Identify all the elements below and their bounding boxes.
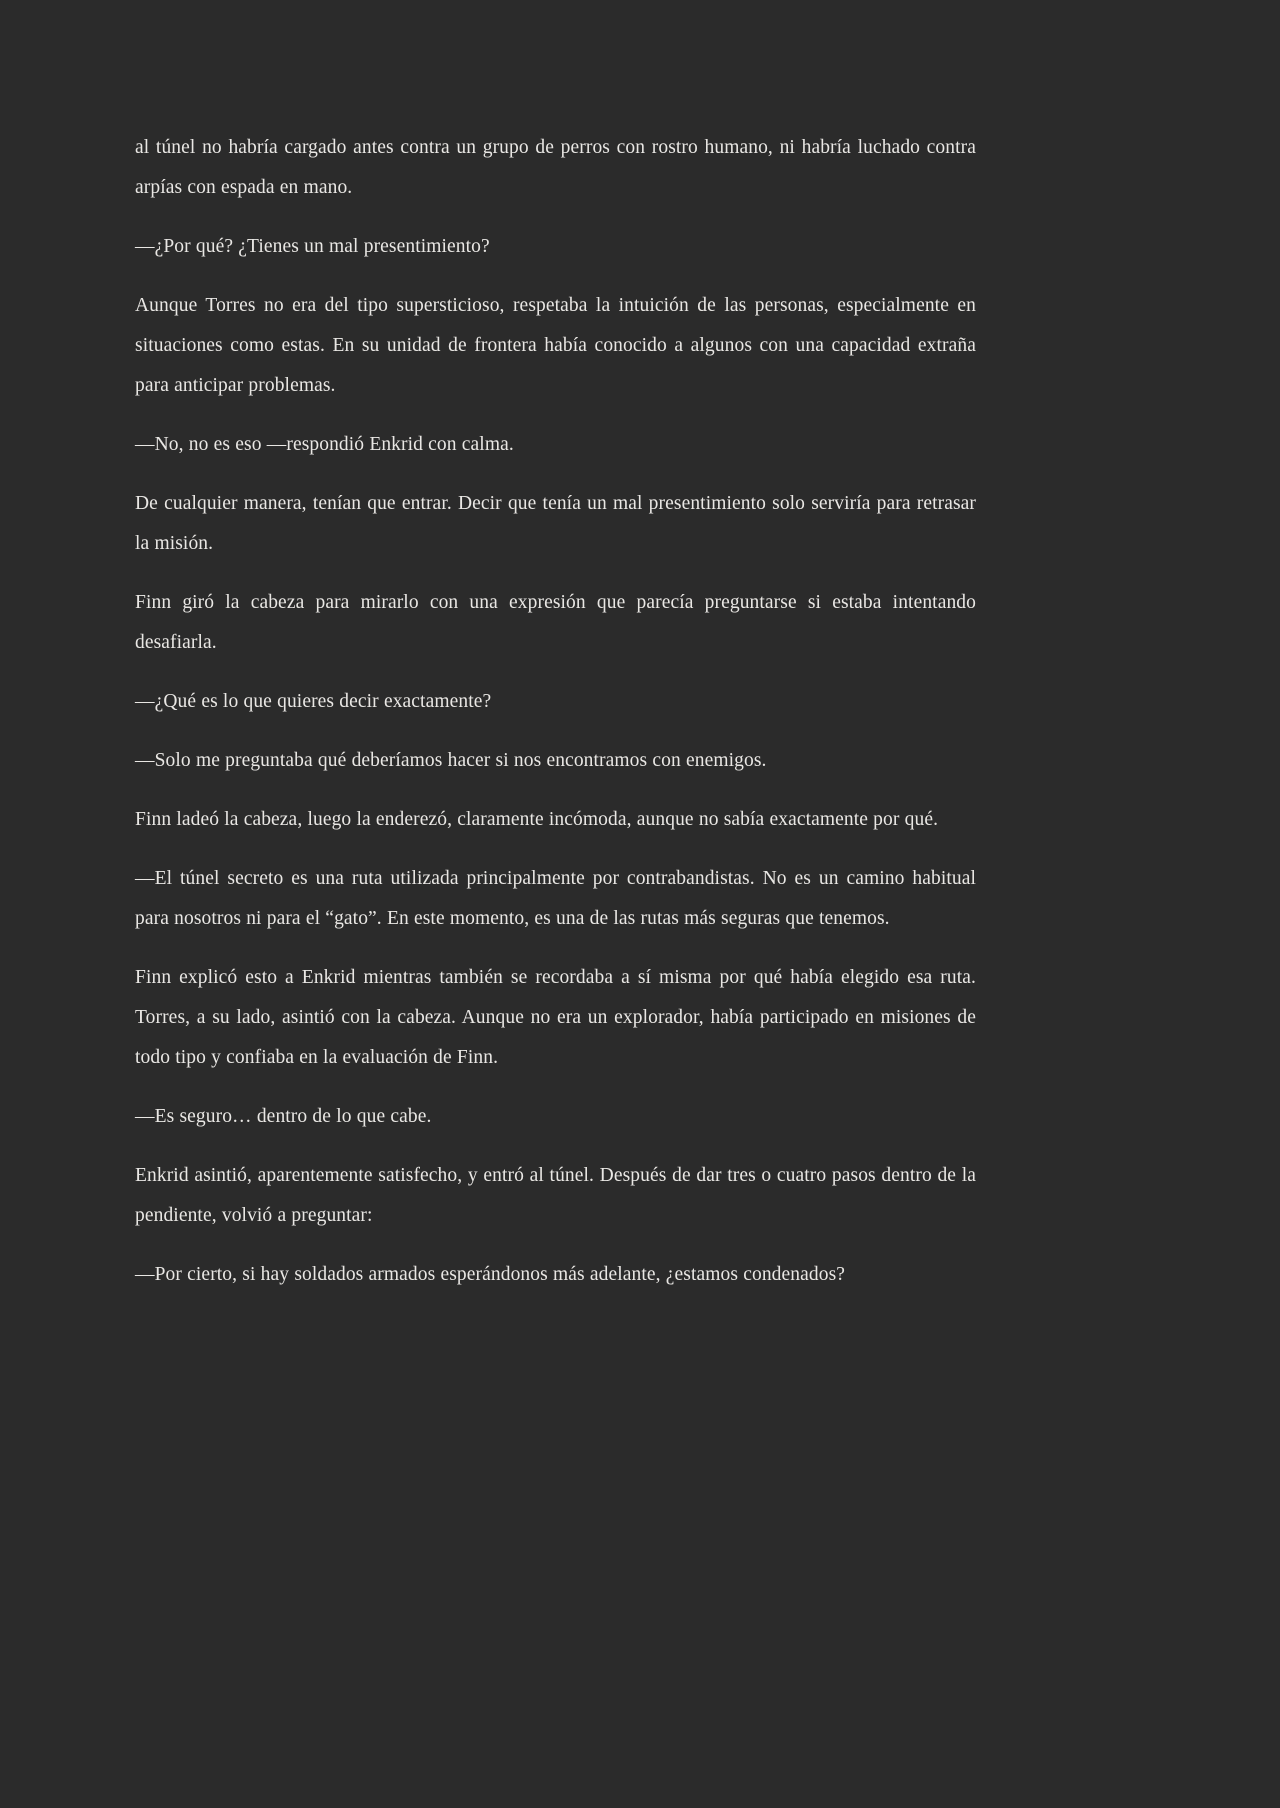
paragraph-narration: Finn giró la cabeza para mirarlo con una expresión que parecía preguntarse si estaba intentando desafiarla. xyxy=(135,592,976,653)
paragraph-dialogue: —Solo me preguntaba qué deberíamos hacer si nos encontramos con enemigos. xyxy=(135,750,767,771)
paragraph-dialogue: —Es seguro… dentro de lo que cabe. xyxy=(135,1106,432,1127)
paragraph-dialogue: —¿Por qué? ¿Tienes un mal presentimiento? xyxy=(135,236,490,257)
paragraph-dialogue: —No, no es eso —respondió Enkrid con calma. xyxy=(135,434,514,455)
paragraph-narration: De cualquier manera, tenían que entrar. Decir que tenía un mal presentimiento solo serviría para retrasar la misión. xyxy=(135,493,976,554)
paragraph-narration: Finn ladeó la cabeza, luego la enderezó, claramente incómoda, aunque no sabía exactamente por qué. xyxy=(135,809,939,830)
paragraph-dialogue: —Por cierto, si hay soldados armados esperándonos más adelante, ¿estamos condenados? xyxy=(135,1264,846,1285)
paragraph-narration: Enkrid asintió, aparentemente satisfecho, y entró al túnel. Después de dar tres o cuatro pasos dentro de la pendiente, volvió a preguntar: xyxy=(135,1165,976,1226)
paragraph-narration: Finn explicó esto a Enkrid mientras también se recordaba a sí misma por qué había elegido esa ruta. Torres, a su lado, asintió con la cabeza. Aunque no era un explorador, había participado en misiones de todo tipo y confiaba en la evaluación de Finn. xyxy=(135,967,976,1068)
body-text-column xyxy=(135,128,976,1295)
paragraph-narration: al túnel no habría cargado antes contra un grupo de perros con rostro humano, ni habría luchado contra arpías con espada en mano. xyxy=(135,137,976,198)
paragraph-narration: Aunque Torres no era del tipo supersticioso, respetaba la intuición de las personas, especialmente en situaciones como estas. En su unidad de frontera había conocido a algunos con una capacidad extraña para anticipar problemas. xyxy=(135,295,976,396)
paragraph-dialogue: —El túnel secreto es una ruta utilizada principalmente por contrabandistas. No es un camino habitual para nosotros ni para el “gato”. En este momento, es una de las rutas más seguras que tenemos. xyxy=(135,868,976,929)
paragraph-dialogue: —¿Qué es lo que quieres decir exactamente? xyxy=(135,691,492,712)
